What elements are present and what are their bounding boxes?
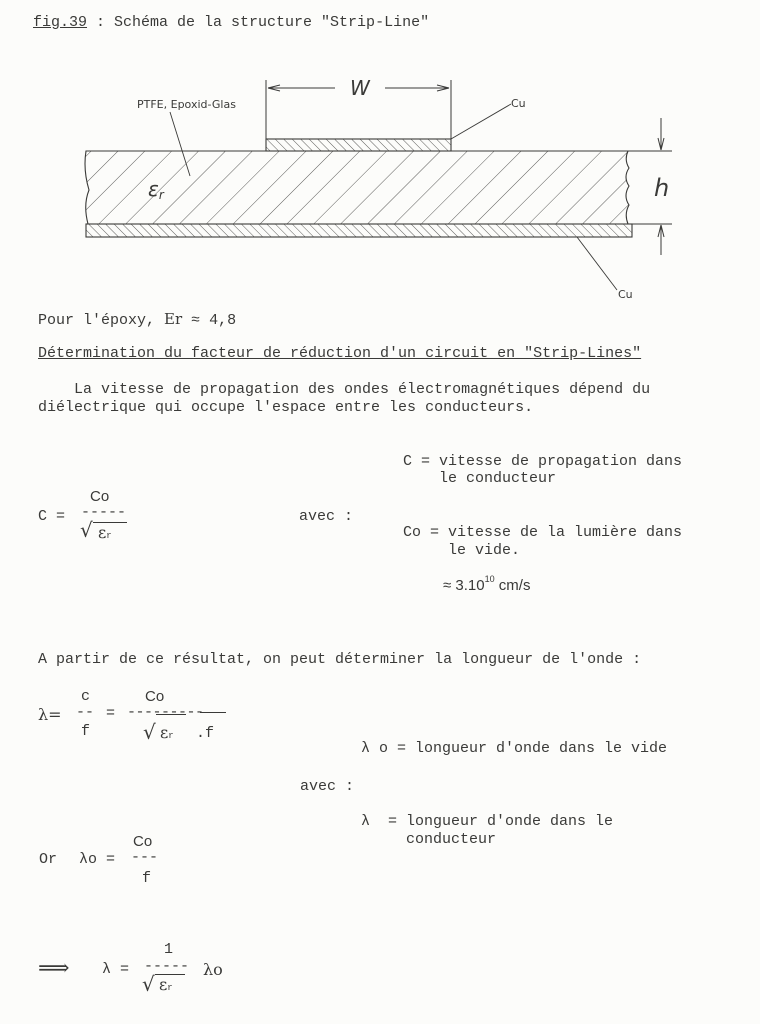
- copper-top-label: Cu: [511, 97, 526, 110]
- epoxy-permittivity: Pour l'époxy, Er ≈ 4,8: [38, 310, 237, 329]
- sqrt-symbol: √: [142, 972, 155, 996]
- fraction-bar: -----: [144, 958, 190, 975]
- def-co-line-1: Co = vitesse de la lumière dans: [403, 524, 683, 541]
- fraction-bar: -----: [81, 504, 127, 521]
- sqrt-symbol: √: [80, 518, 93, 542]
- dielectric-substrate: [80, 148, 640, 228]
- sqrt-symbol: √: [143, 720, 156, 744]
- avec-label-2: avec :: [300, 778, 355, 795]
- def-lambda-line-1: λ = longueur d'onde dans le: [361, 813, 614, 830]
- fraction-bar: ---: [131, 849, 159, 866]
- ground-plane: [86, 224, 632, 237]
- copper-bottom-leader-line: [577, 237, 617, 290]
- def-co-line-2: le vide.: [403, 542, 521, 559]
- epsilon-r: εr: [98, 523, 112, 542]
- fraction-bar: --: [76, 704, 95, 721]
- copper-bottom-label: Cu: [618, 288, 633, 301]
- epsilon-symbol: Er: [164, 310, 183, 328]
- intro-line-2: diélectrique qui occupe l'espace entre les conducteurs.: [38, 399, 534, 416]
- epsilon-r: εr: [159, 975, 173, 994]
- implies-arrow: ⟹: [38, 956, 70, 981]
- fraction-bar-tail: [200, 712, 226, 713]
- def-lambda-line-2: conducteur: [361, 831, 497, 848]
- width-label: W: [350, 76, 370, 100]
- avec-label-1: avec :: [299, 508, 354, 525]
- section-title: Détermination du facteur de réduction d'un circuit en "Strip-Lines": [38, 345, 642, 362]
- figure-title: : Schéma de la structure "Strip-Line": [87, 14, 430, 31]
- dielectric-label: PTFE, Epoxid-Glas: [137, 98, 236, 111]
- height-label: h: [654, 174, 670, 202]
- strip-line-diagram: [0, 0, 760, 310]
- figure-ref: fig.39: [33, 14, 88, 31]
- formula-c-numerator: Co: [90, 488, 110, 505]
- copper-top-leader-line: [451, 104, 511, 139]
- fraction-bar: ---------: [127, 704, 204, 721]
- result-sentence: A partir de ce résultat, on peut déterminer la longueur de l'onde :: [38, 651, 642, 668]
- sqrt-overline: [156, 714, 186, 715]
- def-c-line-2: le conducteur: [403, 470, 557, 487]
- def-lambda0: λ o = longueur d'onde dans le vide: [361, 740, 668, 757]
- intro-line-1: La vitesse de propagation des ondes électromagnétiques dépend du: [38, 381, 651, 398]
- epsilon-r: εr: [160, 723, 174, 742]
- def-c-line-1: C = vitesse de propagation dans: [403, 453, 683, 470]
- speed-of-light-value: ≈ $3.10^{10}$ cm/s: [443, 574, 531, 594]
- top-conductor: [266, 139, 451, 151]
- permittivity-label: εr: [148, 177, 164, 202]
